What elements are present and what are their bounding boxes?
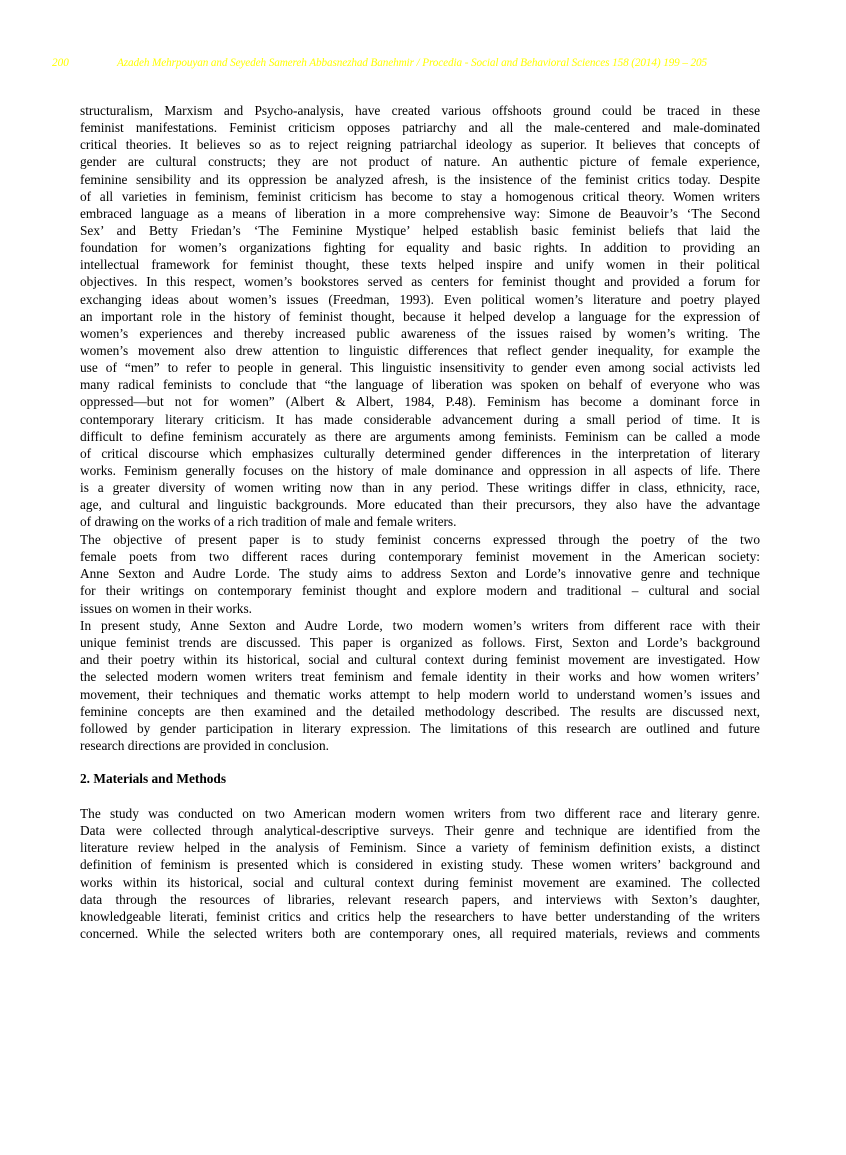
- text-line: difficult to define feminism accurately as there are arguments among feminists. Feminism can be called a mode: [80, 428, 760, 444]
- text-line: the selected modern women writers treat feminism and female identity in their works and how women writers’: [80, 669, 760, 685]
- text-line: unique feminist trends are discussed. This paper is organized as follows. First, Sexton and Lorde’s background: [80, 635, 760, 651]
- text-line: critical theories. It believes so as to reject reigning patriarchal ideology as superior. It believes that concepts of: [80, 137, 760, 153]
- text-line: works. Feminism generally focuses on the history of male dominance and oppression in all aspects of life. There: [80, 462, 760, 478]
- text-line: The objective of present paper is to study feminist concerns expressed through the poetry of the two: [80, 532, 760, 547]
- text-line: of drawing on the works of a rich tradition of male and female writers.: [80, 514, 457, 530]
- text-line: structuralism, Marxism and Psycho-analysis, have created various offshoots ground could be traced in these: [80, 103, 760, 118]
- text-line: objectives. In this respect, women’s bookstores served as centers for feminist thought and provided a forum for: [80, 274, 760, 290]
- text-line: Data were collected through analytical-descriptive surveys. Their genre and technique are identified from the: [80, 823, 760, 839]
- paragraph-feminist-criticism: [80, 102, 760, 531]
- text-line: concerned. While the selected writers both are contemporary ones, all required materials, reviews and comments: [80, 925, 760, 941]
- page-number: 200: [52, 57, 69, 69]
- text-line: foundation for women’s organizations fighting for equality and basic rights. In addition to providing an: [80, 240, 760, 256]
- text-line: gender are cultural constructs; they are not product of nature. An authentic picture of female experience,: [80, 154, 760, 170]
- text-line: literature review helped in the analysis of Feminism. Since a variety of feminism definition exists, a distinct: [80, 840, 760, 856]
- text-line: exchanging ideas about women’s issues (Freedman, 1993). Even political women’s literature and poetry played: [80, 291, 760, 307]
- text-line: many radical feminists to conclude that “the language of liberation was spoken on behalf of everyone who was: [80, 377, 760, 393]
- text-line: Sex’ and Betty Friedan’s ‘The Feminine Mystique’ helped establish basic feminist beliefs that laid the: [80, 222, 760, 238]
- text-line: feminine concepts are then examined and the detailed methodology described. The results are discussed next,: [80, 703, 760, 719]
- text-line: works within its historical, social and cultural context during feminist movement are examined. The collected: [80, 874, 760, 890]
- paragraph-objective: [80, 531, 760, 617]
- text-line: an important role in the history of feminist thought, because it helped develop a language for the expression of: [80, 308, 760, 324]
- text-line: is a greater diversity of women writing now than in any period. These writings differ in class, ethnicity, race,: [80, 480, 760, 496]
- text-line: research directions are provided in conclusion.: [80, 737, 329, 753]
- text-line: female poets from two different races during contemporary feminist movement in the American society:: [80, 549, 760, 565]
- text-line: of critical discourse which emphasizes culturally determined gender differences in the interpretation of literary: [80, 445, 760, 461]
- text-line: and their poetry within its historical, social and cultural context during feminist movement are investigated. How: [80, 652, 760, 668]
- text-line: of all varieties in feminism, feminist criticism has become to stay a homogenous critical theory. Women writers: [80, 188, 760, 204]
- text-line: intellectual framework for feminist thought, these texts helped inspire and unify women in their political: [80, 257, 760, 273]
- paragraph-materials-methods: [80, 805, 760, 942]
- text-line: followed by gender participation in literary expression. The limitations of this research are outlined and future: [80, 720, 760, 736]
- text-line: definition of feminism is presented which is considered in existing study. These women writers’ background and: [80, 857, 760, 873]
- paragraph-present-study: [80, 617, 760, 754]
- text-line: contemporary literary criticism. It has made considerable advancement during a small period of time. It is: [80, 411, 760, 427]
- text-line: women’s movement also drew attention to linguistic differences that reflect gender inequality, for example the: [80, 342, 760, 358]
- text-line: In present study, Anne Sexton and Audre Lorde, two modern women’s writers from different race with their: [80, 618, 760, 633]
- text-line: for their writings on contemporary feminist thought and explore modern and traditional – cultural and social: [80, 583, 760, 599]
- text-line: issues on women in their works.: [80, 600, 252, 616]
- running-header: [0, 57, 846, 73]
- text-line: feminine sensibility and its oppression be analyzed afresh, is the insistence of the feminist critics today. Despite: [80, 171, 760, 187]
- text-line: knowledgeable literati, feminist critics and critics help the researchers to have better understanding of the writers: [80, 908, 760, 924]
- text-line: embraced language as a means of liberation in a more comprehensive way: Simone de Beauvoir’s ‘The Second: [80, 205, 760, 221]
- text-line: women’s experiences and thereby increased public awareness of the issues raised by women’s writing. The: [80, 325, 760, 341]
- text-line: use of “men” to refer to people in general. This linguistic insensitivity to gender even among social activists led: [80, 360, 760, 376]
- text-line: data through the resources of libraries, relevant research papers, and interviews with Sexton’s daughter,: [80, 891, 760, 907]
- text-line: movement, their techniques and thematic works attempt to help modern world to understand women’s issues and: [80, 686, 760, 702]
- text-line: Anne Sexton and Audre Lorde. The study aims to address Sexton and Lorde’s innovative genre and technique: [80, 566, 760, 582]
- text-line: The study was conducted on two American modern women writers from two different race and literary genre.: [80, 806, 760, 821]
- running-title: Azadeh Mehrpouyan and Seyedeh Samereh Abbasnezhad Banehmir / Procedia - Social and Behavioral Sciences 158 (2014) 199 – 205: [117, 57, 708, 69]
- text-line: feminist manifestations. Feminist criticism opposes patriarchy and all the male-centered and male-dominated: [80, 120, 760, 136]
- section-heading-materials-methods: 2. Materials and Methods: [80, 771, 227, 786]
- text-line: age, and cultural and linguistic backgrounds. More educated than their precursors, they also have the advantage: [80, 497, 760, 513]
- text-line: oppressed—but not for women” (Albert & Albert, 1984, P.48). Feminism has become a dominant force in: [80, 394, 760, 410]
